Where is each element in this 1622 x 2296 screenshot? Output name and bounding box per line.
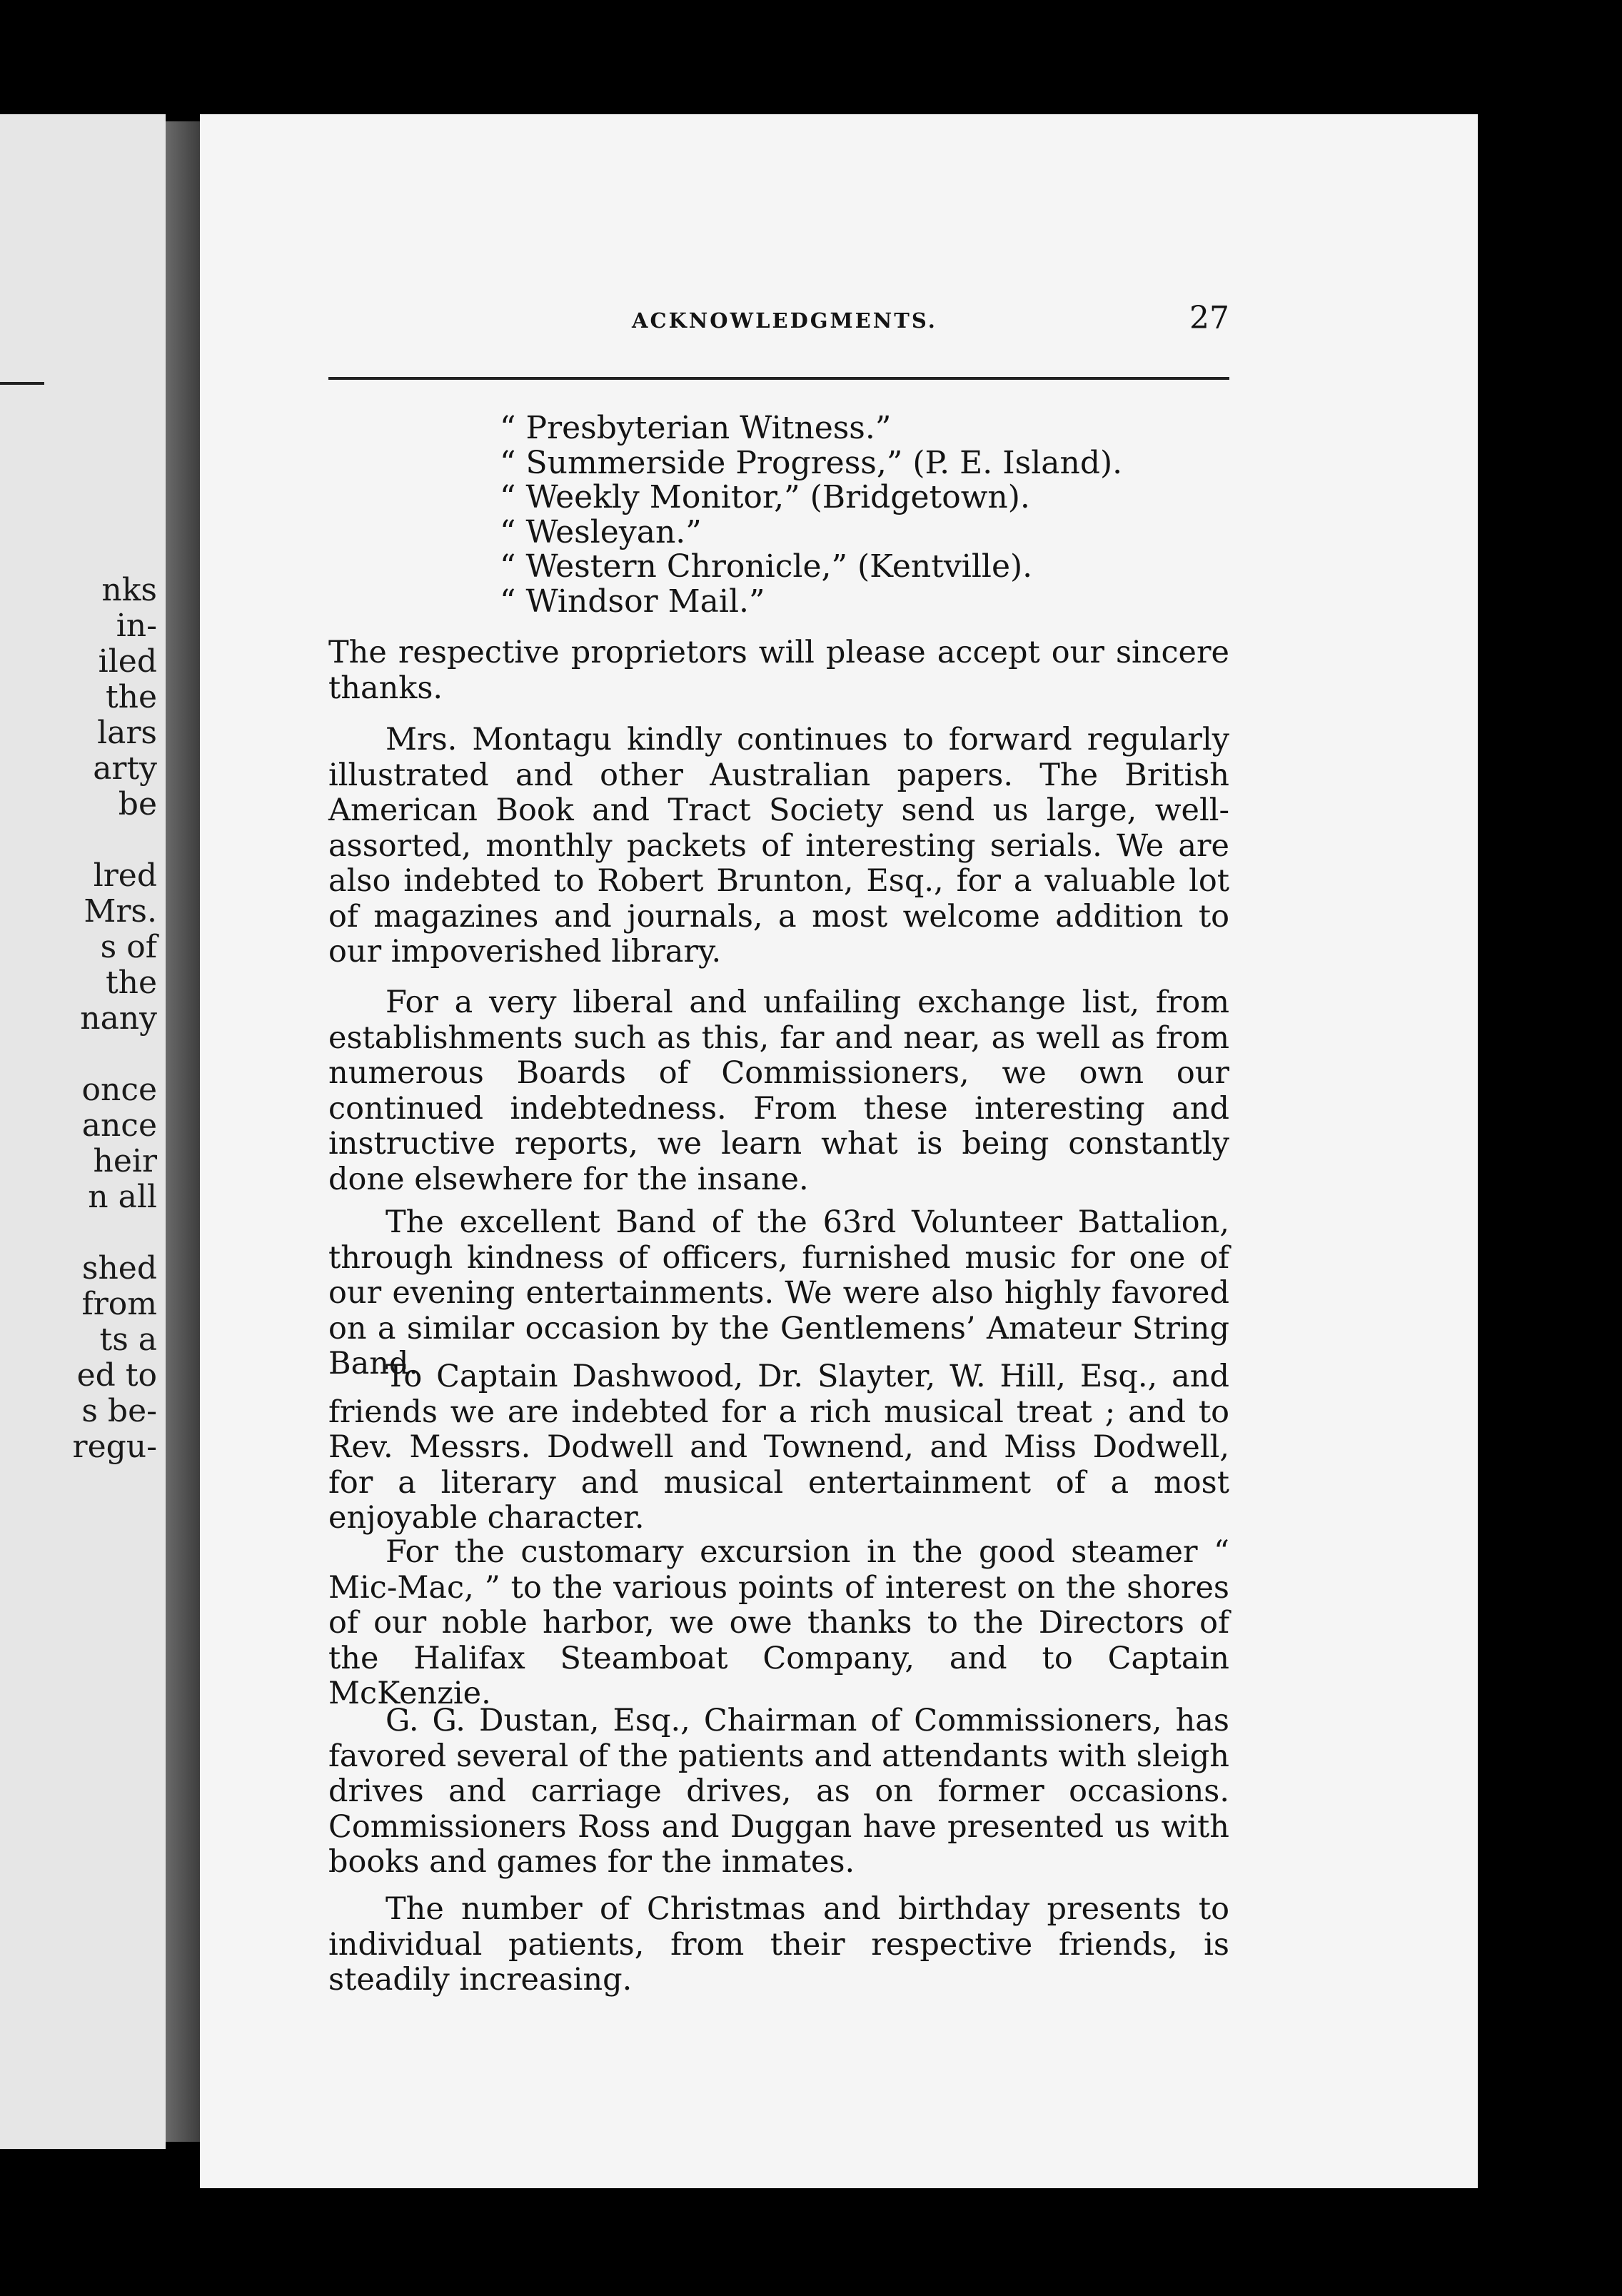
left-page-fragment: ed to: [76, 1357, 157, 1394]
paragraph-exchange-list: For a very liberal and unfailing exchange list, from establishments such as this, far and near, as well as from numerous Boards of Commissioners, we own our continued indebtedness. From these interesting and instructive reports, we learn what is being constantly done elsewhere for the insane.: [328, 985, 1229, 1197]
left-page-fragment: lars: [97, 715, 157, 751]
list-item: “ Wesleyan.”: [500, 513, 702, 550]
left-page-fragment: from: [81, 1286, 157, 1322]
left-page-fragment: the: [105, 965, 157, 1001]
paragraph-excursion: For the customary excursion in the good steamer “ Mic-Mac, ” to the various points of interest on the shores of our noble harbor, we owe thanks to the Directors of the Halifax Steamboat Company, and to Captain McKenzie.: [328, 1534, 1229, 1711]
left-page-fragment: be: [118, 786, 157, 822]
header-rule: [328, 377, 1229, 380]
paragraph-montagu: Mrs. Montagu kindly continues to forward regularly illustrated and other Australian papers. The British American Book and Tract Society send us large, well-assorted, monthly packets of interesting serials. We are also indebted to Robert Brunton, Esq., for a valuable lot of magazines and journals, a most welcome addition to our impoverished library.: [328, 722, 1229, 970]
running-head: ACKNOWLEDGMENTS.: [632, 308, 937, 333]
left-page-edge: [0, 114, 166, 2149]
paragraph-christmas: The number of Christmas and birthday presents to individual patients, from their respective friends, is steadily increasing.: [328, 1891, 1229, 1998]
list-item: “ Western Chronicle,” (Kentville).: [500, 548, 1033, 585]
left-page-fragment: lred: [93, 857, 157, 894]
left-page-fragment: s be-: [81, 1393, 157, 1429]
list-item: “ Summerside Progress,” (P. E. Island).: [500, 444, 1123, 481]
left-page-fragment: the: [105, 679, 157, 715]
left-page-fragment: nany: [80, 1000, 157, 1037]
left-page-fragment: ts a: [99, 1321, 157, 1358]
left-page-fragment: iled: [98, 643, 157, 680]
paragraph-musical-treat: To Captain Dashwood, Dr. Slayter, W. Hill, Esq., and friends we are indebted for a rich musical treat ; and to Rev. Messrs. Dodwell and Townend, and Miss Dodwell, for a literary and musical entertainment of a most enjoyable character.: [328, 1359, 1229, 1536]
left-page-fragment: nks: [101, 572, 157, 608]
list-item: “ Weekly Monitor,” (Bridgetown).: [500, 479, 1030, 516]
left-page-fragment: heir: [93, 1143, 157, 1179]
left-page-fragment: Mrs.: [84, 893, 157, 930]
list-item: “ Windsor Mail.”: [500, 583, 765, 620]
left-page-fragment: s of: [100, 929, 157, 965]
left-page-fragment: regu-: [72, 1429, 157, 1465]
left-page-fragment: once: [81, 1072, 157, 1108]
paragraph-band: The excellent Band of the 63rd Volunteer Battalion, through kindness of officers, furnished music for one of our evening entertainments. We were also highly favored on a similar occasion by the Gentlemens’ Amateur String Band.: [328, 1204, 1229, 1381]
left-page-fragment: arty: [93, 750, 157, 787]
page-header: [328, 300, 1229, 346]
book-gutter: [166, 121, 200, 2142]
paragraph-proprietors: The respective proprietors will please accept our sincere thanks.: [328, 635, 1229, 706]
list-item: “ Presbyterian Witness.”: [500, 410, 892, 446]
left-page-fragment: ance: [81, 1107, 157, 1144]
newspaper-list: [500, 411, 1122, 620]
paragraph-dustan: G. G. Dustan, Esq., Chairman of Commissioners, has favored several of the patients and attendants with sleigh drives and carriage drives, as on former occasions. Commissioners Ross and Duggan have presented us with books and games for the inmates.: [328, 1703, 1229, 1880]
left-page-fragment: in-: [116, 608, 157, 644]
left-page-rule: [0, 382, 44, 385]
left-page-fragment: shed: [81, 1250, 157, 1287]
page-number: 27: [1189, 300, 1229, 336]
page-content: [328, 300, 1229, 1998]
left-page-fragment: n all: [88, 1179, 157, 1215]
